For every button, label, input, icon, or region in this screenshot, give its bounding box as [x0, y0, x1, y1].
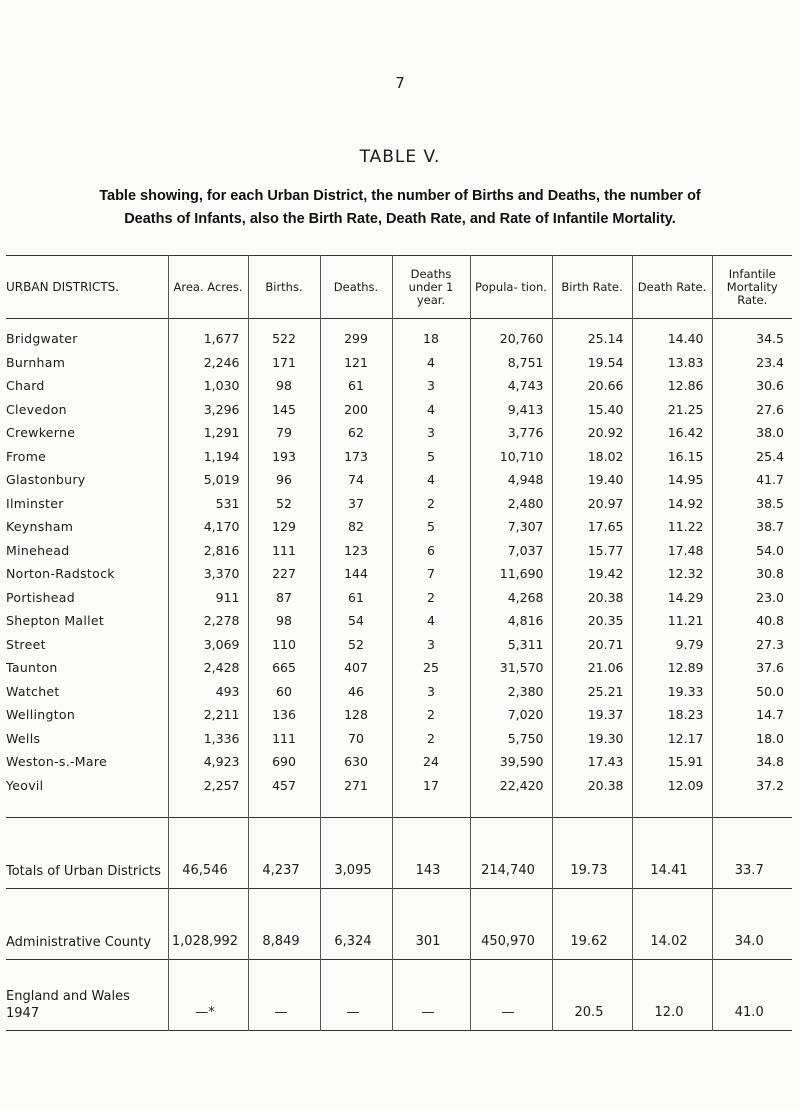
- imr-cell: 54.0: [712, 539, 792, 563]
- birth-rate-cell: 20.92: [552, 421, 632, 445]
- imr-cell: 38.5: [712, 492, 792, 516]
- birth-rate-cell: 19.37: [552, 703, 632, 727]
- death-rate-cell: 14.40: [632, 319, 712, 351]
- births-cell: 60: [248, 680, 320, 704]
- total-row: [6, 889, 792, 960]
- death-rate-cell: 21.25: [632, 398, 712, 422]
- population-cell: 5,750: [470, 727, 552, 751]
- district-name: Weston-s.-Mare: [6, 754, 108, 770]
- deaths-cell: 128: [320, 703, 392, 727]
- table-title: TABLE V.: [359, 147, 441, 167]
- header-births: Births.: [248, 256, 320, 319]
- district-name: Taunton: [6, 660, 58, 676]
- deaths-cell: 61: [320, 586, 392, 610]
- area-cell: 4,923: [168, 750, 248, 774]
- births-cell: 129: [248, 515, 320, 539]
- infant-deaths-cell: 18: [392, 319, 470, 351]
- area-cell: 2,211: [168, 703, 248, 727]
- deaths-cell: 61: [320, 374, 392, 398]
- area-cell: 531: [168, 492, 248, 516]
- district-row: [6, 562, 792, 586]
- district-row: [6, 445, 792, 469]
- district-row: [6, 398, 792, 422]
- births-cell: 79: [248, 421, 320, 445]
- death-rate-cell: 14.92: [632, 492, 712, 516]
- population-cell: 9,413: [470, 398, 552, 422]
- district-row: [6, 515, 792, 539]
- imr-cell: 30.6: [712, 374, 792, 398]
- deaths-cell: 70: [320, 727, 392, 751]
- caption-line-2: Deaths of Infants, also the Birth Rate, Death Rate, and Rate of Infantile Mortality.: [124, 211, 676, 227]
- deaths-cell: 200: [320, 398, 392, 422]
- births-cell: 98: [248, 374, 320, 398]
- total-row: [6, 960, 792, 1031]
- area-cell: 493: [168, 680, 248, 704]
- births-cell: —: [248, 960, 320, 1031]
- district-name: Clevedon: [6, 401, 67, 417]
- births-cell: 96: [248, 468, 320, 492]
- death-rate-cell: 15.91: [632, 750, 712, 774]
- population-cell: 7,037: [470, 539, 552, 563]
- infant-deaths-cell: 2: [392, 727, 470, 751]
- imr-cell: 41.0: [712, 960, 792, 1031]
- imr-cell: 34.5: [712, 319, 792, 351]
- death-rate-cell: 11.21: [632, 609, 712, 633]
- deaths-cell: 82: [320, 515, 392, 539]
- area-cell: 1,030: [168, 374, 248, 398]
- area-cell: —*: [168, 960, 248, 1031]
- district-row: [6, 750, 792, 774]
- district-row: [6, 421, 792, 445]
- district-name: England and Wales 1947: [6, 989, 130, 1021]
- area-cell: 1,028,992: [168, 889, 248, 960]
- district-name: Crewkerne: [6, 425, 76, 441]
- district-row: [6, 609, 792, 633]
- birth-rate-cell: 20.66: [552, 374, 632, 398]
- deaths-cell: 630: [320, 750, 392, 774]
- births-cell: 145: [248, 398, 320, 422]
- imr-cell: 23.4: [712, 351, 792, 375]
- deaths-cell: 62: [320, 421, 392, 445]
- deaths-cell: 3,095: [320, 818, 392, 889]
- imr-cell: 14.7: [712, 703, 792, 727]
- district-name: Keynsham: [6, 519, 74, 535]
- district-row: [6, 468, 792, 492]
- birth-rate-cell: 19.42: [552, 562, 632, 586]
- death-rate-cell: 12.17: [632, 727, 712, 751]
- deaths-cell: 6,324: [320, 889, 392, 960]
- deaths-cell: 173: [320, 445, 392, 469]
- area-cell: 1,677: [168, 319, 248, 351]
- birth-rate-cell: 19.54: [552, 351, 632, 375]
- deaths-cell: 37: [320, 492, 392, 516]
- header-infantile-mortality-rate: Infantile Mortality Rate.: [712, 256, 792, 319]
- district-row: [6, 633, 792, 657]
- death-rate-cell: 18.23: [632, 703, 712, 727]
- births-cell: 87: [248, 586, 320, 610]
- population-cell: 31,570: [470, 656, 552, 680]
- infant-deaths-cell: 143: [392, 818, 470, 889]
- death-rate-cell: 13.83: [632, 351, 712, 375]
- population-cell: 22,420: [470, 774, 552, 818]
- infant-deaths-cell: 6: [392, 539, 470, 563]
- population-cell: 8,751: [470, 351, 552, 375]
- population-cell: 5,311: [470, 633, 552, 657]
- district-row: [6, 539, 792, 563]
- births-cell: 8,849: [248, 889, 320, 960]
- birth-rate-cell: 21.06: [552, 656, 632, 680]
- infant-deaths-cell: 2: [392, 492, 470, 516]
- births-cell: 4,237: [248, 818, 320, 889]
- area-cell: 4,170: [168, 515, 248, 539]
- population-cell: 7,020: [470, 703, 552, 727]
- district-name: Bridgwater: [6, 331, 78, 347]
- infant-deaths-cell: 4: [392, 609, 470, 633]
- death-rate-cell: 11.22: [632, 515, 712, 539]
- infant-deaths-cell: 7: [392, 562, 470, 586]
- district-name: Chard: [6, 378, 45, 394]
- birth-rate-cell: 20.38: [552, 586, 632, 610]
- population-cell: 39,590: [470, 750, 552, 774]
- death-rate-cell: 12.09: [632, 774, 712, 818]
- header-birth-rate: Birth Rate.: [552, 256, 632, 319]
- area-cell: 2,278: [168, 609, 248, 633]
- death-rate-cell: 14.41: [632, 818, 712, 889]
- imr-cell: 18.0: [712, 727, 792, 751]
- district-name: Watchet: [6, 683, 60, 699]
- population-cell: 4,268: [470, 586, 552, 610]
- infant-deaths-cell: 25: [392, 656, 470, 680]
- births-cell: 110: [248, 633, 320, 657]
- area-cell: 2,816: [168, 539, 248, 563]
- population-cell: 4,816: [470, 609, 552, 633]
- area-cell: 2,257: [168, 774, 248, 818]
- district-name: Street: [6, 636, 46, 652]
- birth-rate-cell: 20.35: [552, 609, 632, 633]
- birth-rate-cell: 25.14: [552, 319, 632, 351]
- births-cell: 457: [248, 774, 320, 818]
- district-row: [6, 319, 792, 351]
- district-name: Yeovil: [6, 777, 44, 793]
- infant-deaths-cell: —: [392, 960, 470, 1031]
- district-row: [6, 374, 792, 398]
- birth-rate-cell: 20.71: [552, 633, 632, 657]
- area-cell: 1,291: [168, 421, 248, 445]
- imr-cell: 30.8: [712, 562, 792, 586]
- area-cell: 2,246: [168, 351, 248, 375]
- death-rate-cell: 16.42: [632, 421, 712, 445]
- population-cell: 7,307: [470, 515, 552, 539]
- deaths-cell: 144: [320, 562, 392, 586]
- infant-deaths-cell: 2: [392, 586, 470, 610]
- infant-deaths-cell: 3: [392, 374, 470, 398]
- district-name: Administrative County: [6, 935, 152, 950]
- area-cell: 1,194: [168, 445, 248, 469]
- area-cell: 3,069: [168, 633, 248, 657]
- deaths-cell: 52: [320, 633, 392, 657]
- imr-cell: 40.8: [712, 609, 792, 633]
- births-cell: 690: [248, 750, 320, 774]
- caption-line-1: Table showing, for each Urban District, the number of Births and Deaths, the number of: [99, 188, 701, 204]
- header-deaths: Deaths.: [320, 256, 392, 319]
- total-row: [6, 818, 792, 889]
- death-rate-cell: 14.95: [632, 468, 712, 492]
- population-cell: 2,380: [470, 680, 552, 704]
- birth-rate-cell: 17.65: [552, 515, 632, 539]
- infant-deaths-cell: 3: [392, 633, 470, 657]
- birth-rate-cell: 20.38: [552, 774, 632, 818]
- header-infant-deaths: Deaths under 1 year.: [392, 256, 470, 319]
- birth-rate-cell: 25.21: [552, 680, 632, 704]
- district-name: Glastonbury: [6, 472, 86, 488]
- birth-rate-cell: 18.02: [552, 445, 632, 469]
- imr-cell: 50.0: [712, 680, 792, 704]
- area-cell: 1,336: [168, 727, 248, 751]
- population-cell: —: [470, 960, 552, 1031]
- area-cell: 911: [168, 586, 248, 610]
- header-death-rate: Death Rate.: [632, 256, 712, 319]
- birth-rate-cell: 20.5: [552, 960, 632, 1031]
- imr-cell: 25.4: [712, 445, 792, 469]
- deaths-cell: 407: [320, 656, 392, 680]
- district-name: Burnham: [6, 354, 66, 370]
- header-urban-districts: URBAN DISTRICTS.: [6, 279, 120, 294]
- death-rate-cell: 12.89: [632, 656, 712, 680]
- district-name: Ilminster: [6, 495, 64, 511]
- death-rate-cell: 12.32: [632, 562, 712, 586]
- death-rate-cell: 12.0: [632, 960, 712, 1031]
- district-name: Totals of Urban Districts: [6, 864, 161, 879]
- deaths-cell: 271: [320, 774, 392, 818]
- population-cell: 4,743: [470, 374, 552, 398]
- infant-deaths-cell: 24: [392, 750, 470, 774]
- totals-rows: [6, 818, 792, 1031]
- imr-cell: 37.6: [712, 656, 792, 680]
- birth-rate-cell: 15.77: [552, 539, 632, 563]
- district-row: [6, 492, 792, 516]
- population-cell: 20,760: [470, 319, 552, 351]
- district-row: [6, 727, 792, 751]
- deaths-cell: —: [320, 960, 392, 1031]
- death-rate-cell: 17.48: [632, 539, 712, 563]
- births-cell: 193: [248, 445, 320, 469]
- birth-rate-cell: 19.40: [552, 468, 632, 492]
- infant-deaths-cell: 5: [392, 515, 470, 539]
- births-cell: 665: [248, 656, 320, 680]
- imr-cell: 41.7: [712, 468, 792, 492]
- deaths-cell: 121: [320, 351, 392, 375]
- birth-rate-cell: 17.43: [552, 750, 632, 774]
- deaths-cell: 46: [320, 680, 392, 704]
- area-cell: 3,370: [168, 562, 248, 586]
- infant-deaths-cell: 17: [392, 774, 470, 818]
- population-cell: 3,776: [470, 421, 552, 445]
- infant-deaths-cell: 4: [392, 398, 470, 422]
- population-cell: 450,970: [470, 889, 552, 960]
- death-rate-cell: 14.02: [632, 889, 712, 960]
- infant-deaths-cell: 3: [392, 680, 470, 704]
- infant-deaths-cell: 4: [392, 351, 470, 375]
- births-cell: 522: [248, 319, 320, 351]
- births-cell: 227: [248, 562, 320, 586]
- infant-deaths-cell: 3: [392, 421, 470, 445]
- imr-cell: 33.7: [712, 818, 792, 889]
- header-row: [6, 256, 792, 319]
- deaths-cell: 123: [320, 539, 392, 563]
- district-row: [6, 703, 792, 727]
- district-row: [6, 656, 792, 680]
- birth-rate-cell: 19.62: [552, 889, 632, 960]
- district-name: Wellington: [6, 707, 76, 723]
- imr-cell: 38.0: [712, 421, 792, 445]
- infant-deaths-cell: 5: [392, 445, 470, 469]
- births-cell: 171: [248, 351, 320, 375]
- births-cell: 136: [248, 703, 320, 727]
- district-name: Portishead: [6, 589, 75, 605]
- imr-cell: 27.6: [712, 398, 792, 422]
- area-cell: 2,428: [168, 656, 248, 680]
- deaths-cell: 299: [320, 319, 392, 351]
- population-cell: 2,480: [470, 492, 552, 516]
- birth-rate-cell: 15.40: [552, 398, 632, 422]
- birth-rate-cell: 19.30: [552, 727, 632, 751]
- district-row: [6, 351, 792, 375]
- imr-cell: 27.3: [712, 633, 792, 657]
- death-rate-cell: 12.86: [632, 374, 712, 398]
- imr-cell: 23.0: [712, 586, 792, 610]
- district-name: Shepton Mallet: [6, 613, 105, 629]
- area-cell: 5,019: [168, 468, 248, 492]
- header-area: Area. Acres.: [168, 256, 248, 319]
- population-cell: 214,740: [470, 818, 552, 889]
- district-name: Minehead: [6, 542, 70, 558]
- births-cell: 111: [248, 539, 320, 563]
- district-rows: [6, 319, 792, 818]
- page-number: 7: [395, 74, 405, 92]
- district-row: [6, 774, 792, 818]
- vital-statistics-table: [6, 255, 792, 1031]
- births-cell: 52: [248, 492, 320, 516]
- death-rate-cell: 19.33: [632, 680, 712, 704]
- death-rate-cell: 16.15: [632, 445, 712, 469]
- district-name: Wells: [6, 730, 41, 746]
- infant-deaths-cell: 2: [392, 703, 470, 727]
- population-cell: 11,690: [470, 562, 552, 586]
- births-cell: 111: [248, 727, 320, 751]
- imr-cell: 34.0: [712, 889, 792, 960]
- imr-cell: 34.8: [712, 750, 792, 774]
- birth-rate-cell: 20.97: [552, 492, 632, 516]
- district-name: Norton-Radstock: [6, 566, 115, 582]
- district-name: Frome: [6, 448, 47, 464]
- death-rate-cell: 9.79: [632, 633, 712, 657]
- district-row: [6, 680, 792, 704]
- area-cell: 46,546: [168, 818, 248, 889]
- births-cell: 98: [248, 609, 320, 633]
- header-population: Popula- tion.: [470, 256, 552, 319]
- population-cell: 4,948: [470, 468, 552, 492]
- table-caption: [0, 185, 800, 231]
- population-cell: 10,710: [470, 445, 552, 469]
- district-row: [6, 586, 792, 610]
- infant-deaths-cell: 4: [392, 468, 470, 492]
- birth-rate-cell: 19.73: [552, 818, 632, 889]
- area-cell: 3,296: [168, 398, 248, 422]
- deaths-cell: 74: [320, 468, 392, 492]
- infant-deaths-cell: 301: [392, 889, 470, 960]
- death-rate-cell: 14.29: [632, 586, 712, 610]
- imr-cell: 38.7: [712, 515, 792, 539]
- imr-cell: 37.2: [712, 774, 792, 818]
- deaths-cell: 54: [320, 609, 392, 633]
